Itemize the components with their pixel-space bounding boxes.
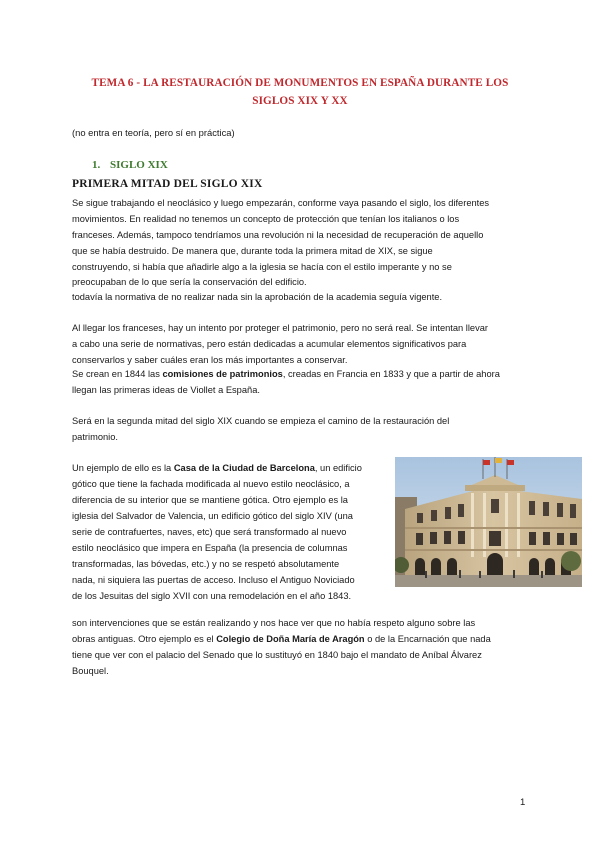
paragraph-line: preocupaban de lo que sería la conservación del edificio. xyxy=(72,277,307,287)
paragraph-line: tiene que ver con el palacio del Senado que lo sustituyó en 1840 bajo el mandato de Aníbal Álvarez xyxy=(72,650,482,660)
bold-term: comisiones de patrimonios xyxy=(162,369,283,379)
paragraph-line: Se crean en 1844 las comisiones de patrimonios, creadas en Francia en 1833 y que a partir de ahora xyxy=(72,369,500,379)
paragraph-line: a cabo una serie de normativas, pero están dedicadas a acumular elementos significativos para xyxy=(72,339,467,349)
paragraph-line: estilo neoclásico que impera en España (la presencia de columnas xyxy=(72,543,348,553)
paragraph-line: Se sigue trabajando el neoclásico y luego empezarán, conforme vaya pasando el siglo, los diferentes xyxy=(72,198,490,208)
paragraph-line: construyendo, si había que añadirle algo a la iglesia se hacía con el estilo imperante y no se xyxy=(72,262,452,272)
paragraph-line: son intervenciones que se están realizando y nos hace ver que no había respeto alguno sobre las xyxy=(72,618,476,628)
paragraph-line: Será en la segunda mitad del siglo XIX cuando se empieza el camino de la restauración del xyxy=(72,416,450,426)
document-title-line-2: SIGLOS XIX Y XX xyxy=(252,95,348,107)
paragraph-line: que se había destruido. De manera que, durante toda la primera mitad de XIX, se sigue xyxy=(72,246,433,256)
paragraph-line: conservarlos y saber cuáles eran los más importantes a conservar. xyxy=(72,355,348,365)
section-label: SIGLO XIX xyxy=(110,159,168,171)
paragraph-line: patrimonio. xyxy=(72,432,118,442)
paragraph-line: diferencia de su interior que se mantiene gótica. Otro ejemplo es la xyxy=(72,495,348,505)
paragraph-line: nada, ni siquiera las puertas de acceso. Incluso el Antiguo Noviciado xyxy=(72,575,355,585)
paragraph-line: llegan las primeras ideas de Viollet a España. xyxy=(72,385,260,395)
paragraph-line: gótico que tiene la fachada modificada al nuevo estilo neoclásico, a xyxy=(72,479,350,489)
paragraph-line: Al llegar los franceses, hay un intento por proteger el patrimonio, pero no será real. Se intentan llevar xyxy=(72,323,489,333)
page-number: 1 xyxy=(520,797,526,808)
paragraph-line: serie de contrafuertes, naves, etc) que será transformado al nuevo xyxy=(72,527,347,537)
paragraph-line: transformadas, las bóvedas, etc.) y no se respetó absolutamente xyxy=(72,559,340,569)
bold-term: Casa de la Ciudad de Barcelona xyxy=(173,463,315,473)
section-number: 1. xyxy=(92,159,101,171)
paragraph-line: obras antiguas. Otro ejemplo es el Colegio de Doña María de Aragón o de la Encarnación que nada xyxy=(72,634,491,644)
section-heading xyxy=(92,159,168,171)
barcelona-city-hall-photo xyxy=(395,457,582,587)
paragraph-line: movimientos. En realidad no tenemos un concepto de protección que tenían los italianos o los xyxy=(72,214,460,224)
bold-term: Colegio de Doña María de Aragón xyxy=(216,634,365,644)
theory-note: (no entra en teoría, pero sí en práctica) xyxy=(72,127,235,138)
subsection-heading: PRIMERA MITAD DEL SIGLO XIX xyxy=(72,178,263,190)
paragraph-line: Un ejemplo de ello es la Casa de la Ciudad de Barcelona, un edificio xyxy=(72,463,362,473)
document-title-line-1: TEMA 6 - LA RESTAURACIÓN DE MONUMENTOS EN ESPAÑA DURANTE LOS xyxy=(91,77,509,89)
paragraph-line: Bouquel. xyxy=(72,666,109,676)
paragraph-line: de los Jesuitas del siglo XVII con una remodelación en el año 1843. xyxy=(72,591,352,601)
paragraph-line: iglesia del Salvador de Valencia, un edificio gótico del siglo XIV (una xyxy=(72,511,353,521)
paragraph-line: todavía la normativa de no realizar nada sin la aprobación de la academia seguía vigente. xyxy=(72,292,443,302)
paragraph-line: franceses. Además, tampoco tendríamos una revolución ni la necesidad de recuperación de aquello xyxy=(72,230,484,240)
